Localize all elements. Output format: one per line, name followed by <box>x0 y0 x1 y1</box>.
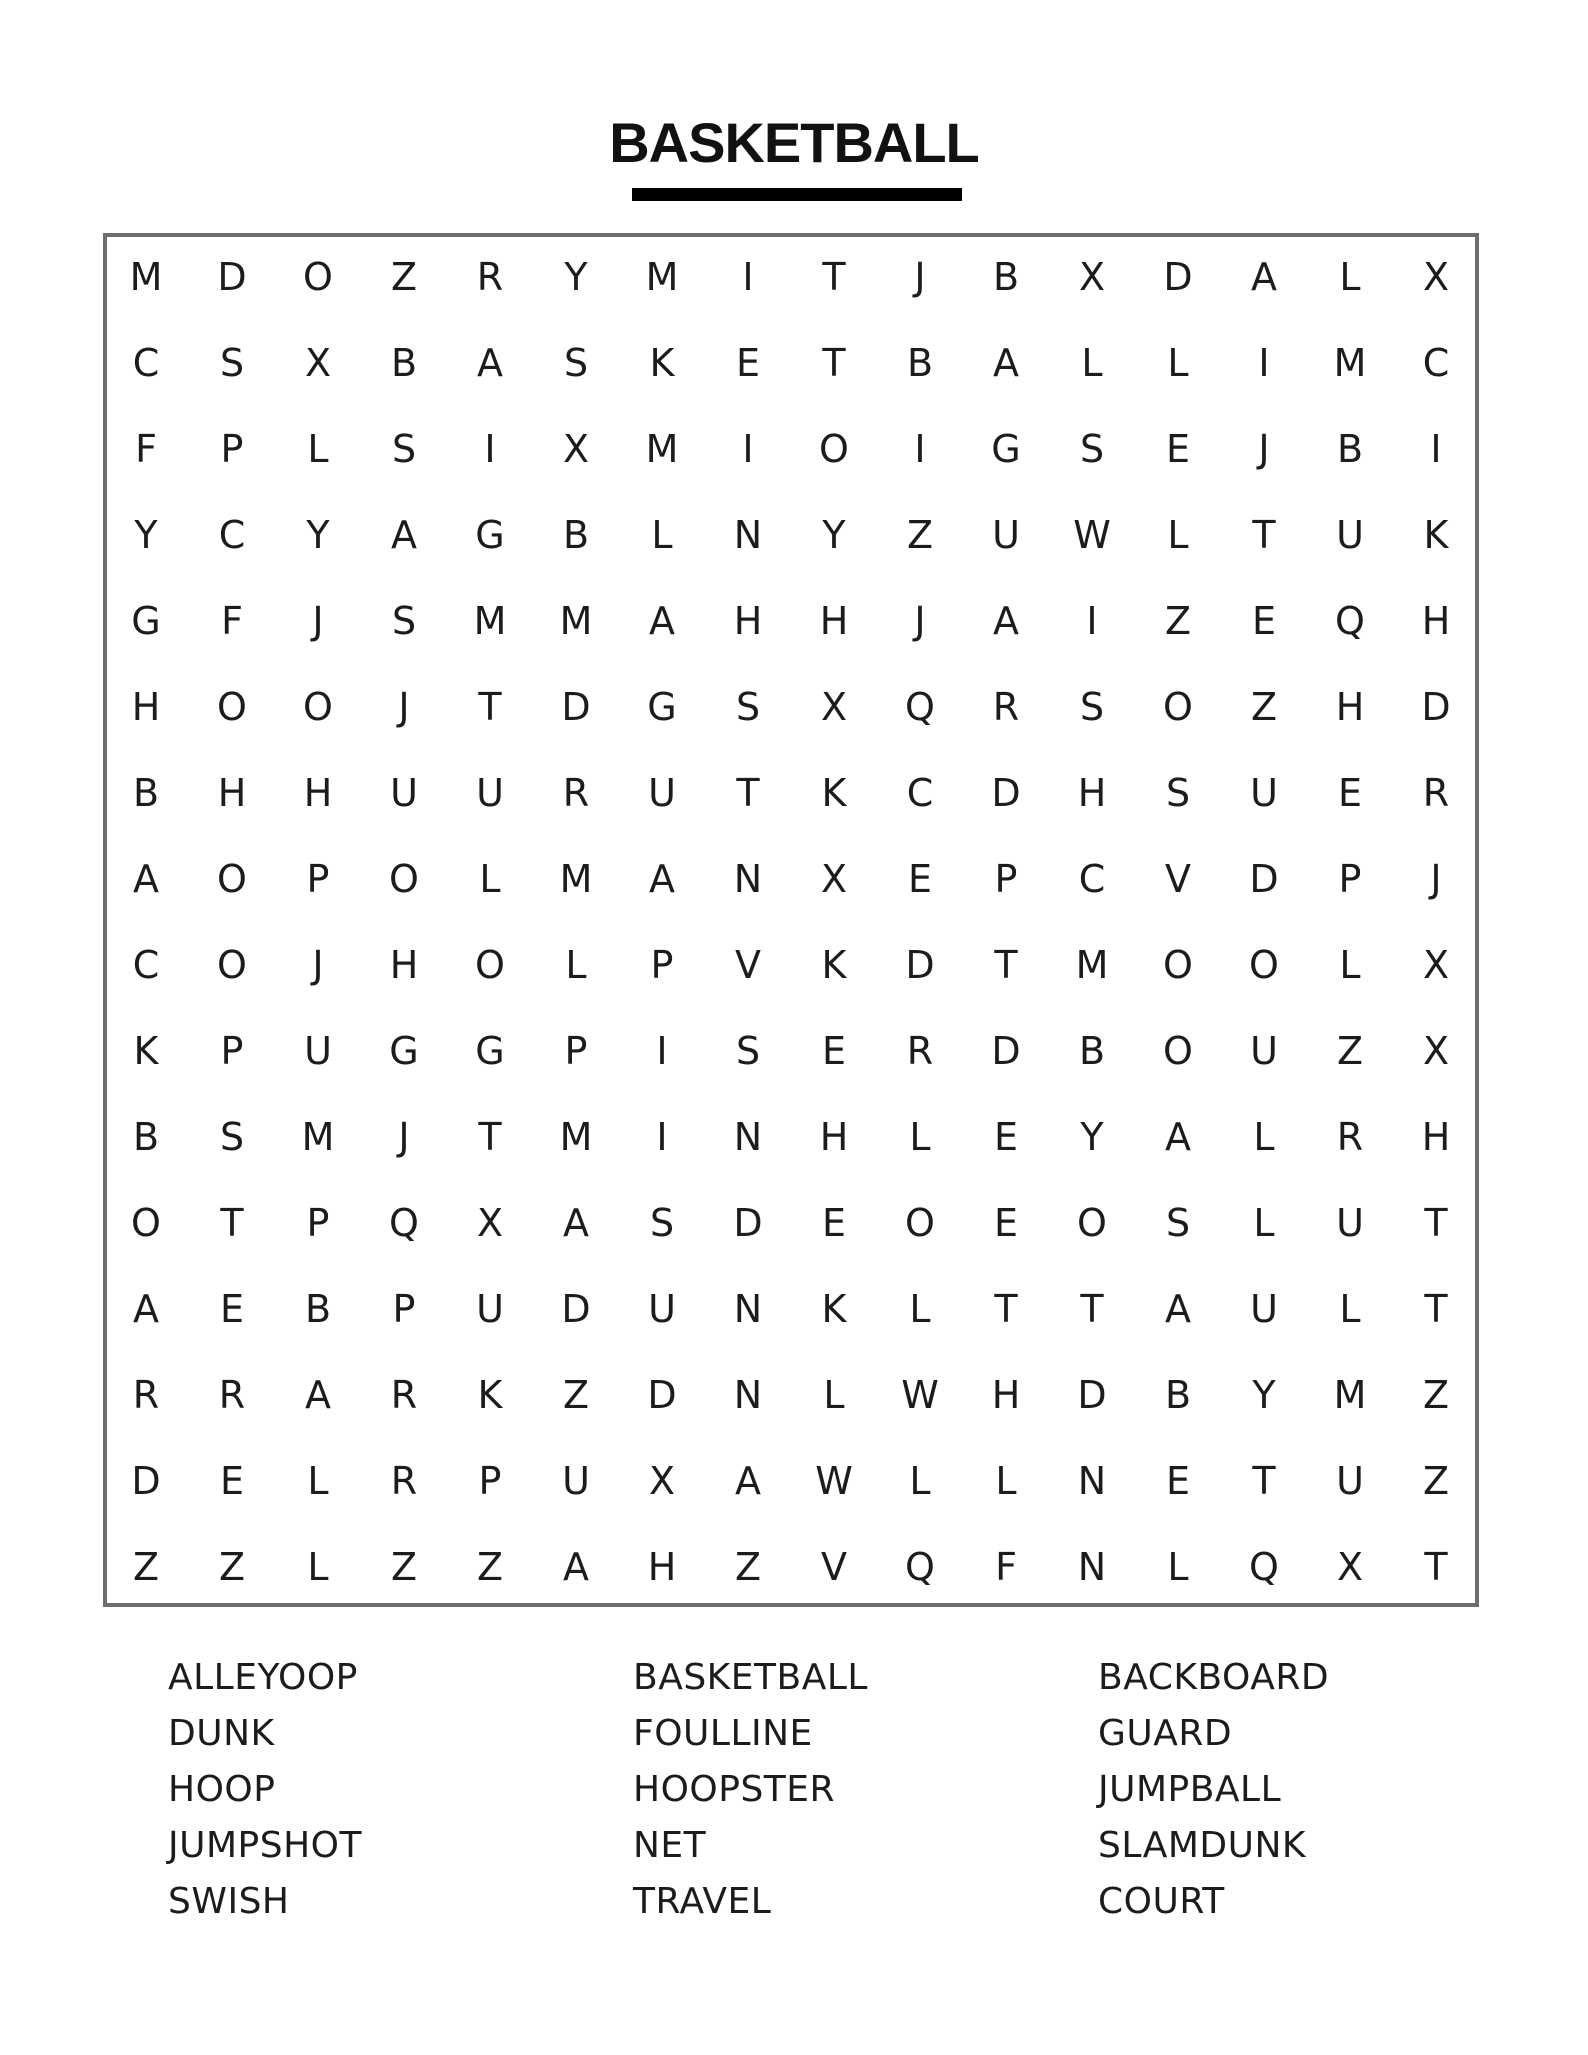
word-list-item: SWISH <box>168 1881 290 1922</box>
grid-letter: O <box>1163 1029 1193 1073</box>
grid-letter: X <box>304 341 332 385</box>
grid-letter: T <box>994 1287 1018 1331</box>
grid-letter: N <box>733 857 763 901</box>
grid-letter: A <box>993 341 1019 385</box>
grid-letter: U <box>992 513 1020 557</box>
grid-letter: L <box>1081 341 1103 385</box>
grid-letter: X <box>1422 943 1450 987</box>
word-list-item: JUMPSHOT <box>168 1825 362 1866</box>
grid-letter: H <box>1077 771 1107 815</box>
grid-letter: A <box>1165 1115 1191 1159</box>
grid-letter: M <box>473 599 507 643</box>
grid-letter: O <box>303 255 333 299</box>
grid-letter: W <box>901 1373 939 1417</box>
grid-letter: Z <box>1336 1029 1364 1073</box>
grid-letter: M <box>1333 1373 1367 1417</box>
grid-letter: N <box>733 1115 763 1159</box>
grid-letter: A <box>1251 255 1277 299</box>
grid-letter: I <box>656 1029 668 1073</box>
grid-letter: L <box>995 1459 1017 1503</box>
grid-letter: T <box>1080 1287 1104 1331</box>
grid-letter: L <box>909 1115 931 1159</box>
grid-letter: L <box>479 857 501 901</box>
grid-letter: S <box>1079 685 1105 729</box>
grid-letter: O <box>905 1201 935 1245</box>
grid-letter: I <box>914 427 926 471</box>
grid-letter: J <box>1258 427 1270 471</box>
word-list-item: GUARD <box>1098 1713 1233 1754</box>
grid-letter: H <box>1421 1115 1451 1159</box>
grid-letter: B <box>132 1115 160 1159</box>
grid-letter: T <box>1424 1545 1448 1589</box>
grid-letter: U <box>648 771 676 815</box>
grid-letter: X <box>648 1459 676 1503</box>
grid-letter: O <box>1163 943 1193 987</box>
grid-letter: P <box>220 427 244 471</box>
grid-letter: V <box>735 943 761 987</box>
grid-letter: P <box>994 857 1018 901</box>
grid-letter: Z <box>1164 599 1192 643</box>
grid-letter: I <box>484 427 496 471</box>
grid-letter: M <box>645 255 679 299</box>
grid-letter: S <box>1165 1201 1191 1245</box>
grid-letter: H <box>217 771 247 815</box>
grid-letter: Z <box>390 255 418 299</box>
word-list-item: TRAVEL <box>633 1881 772 1922</box>
grid-letter: L <box>909 1459 931 1503</box>
word-list-item: ALLEYOOP <box>168 1657 358 1698</box>
grid-letter: R <box>132 1373 160 1417</box>
grid-letter: G <box>991 427 1021 471</box>
grid-letter: X <box>1422 255 1450 299</box>
grid-letter: Z <box>1422 1373 1450 1417</box>
grid-letter: U <box>1250 1029 1278 1073</box>
grid-letter: X <box>1422 1029 1450 1073</box>
grid-letter: L <box>823 1373 845 1417</box>
grid-letter: Q <box>905 1545 935 1589</box>
word-list-item: JUMPBALL <box>1098 1769 1282 1810</box>
grid-letter: I <box>1086 599 1098 643</box>
grid-letter: L <box>307 1545 329 1589</box>
grid-letter: E <box>219 1459 244 1503</box>
grid-letter: O <box>303 685 333 729</box>
grid-letter: O <box>475 943 505 987</box>
grid-letter: Z <box>132 1545 160 1589</box>
grid-letter: I <box>656 1115 668 1159</box>
grid-letter: S <box>1079 427 1105 471</box>
page-title: BASKETBALL <box>609 111 979 174</box>
grid-letter: J <box>914 599 926 643</box>
grid-letter: R <box>992 685 1020 729</box>
grid-letter: B <box>562 513 590 557</box>
grid-letter: R <box>562 771 590 815</box>
grid-letter: S <box>391 599 417 643</box>
grid-letter: E <box>1165 1459 1190 1503</box>
grid-letter: A <box>649 857 675 901</box>
grid-letter: L <box>1339 1287 1361 1331</box>
grid-letter: K <box>1423 513 1449 557</box>
grid-letter: H <box>1421 599 1451 643</box>
grid-letter: Z <box>1250 685 1278 729</box>
grid-letter: A <box>133 1287 159 1331</box>
grid-letter: E <box>993 1115 1018 1159</box>
grid-letter: L <box>1253 1115 1275 1159</box>
grid-letter: R <box>390 1459 418 1503</box>
grid-letter: E <box>1251 599 1276 643</box>
grid-letter: K <box>821 1287 847 1331</box>
grid-letter: K <box>477 1373 503 1417</box>
grid-letter: R <box>906 1029 934 1073</box>
grid-letter: H <box>819 599 849 643</box>
grid-letter: T <box>1424 1201 1448 1245</box>
grid-letter: A <box>649 599 675 643</box>
grid-letter: L <box>909 1287 931 1331</box>
grid-letter: I <box>742 427 754 471</box>
grid-letter: D <box>1421 685 1451 729</box>
grid-letter: A <box>1165 1287 1191 1331</box>
title-underline <box>632 188 962 201</box>
letter-grid <box>103 232 1479 1610</box>
grid-letter: O <box>389 857 419 901</box>
grid-letter: U <box>1336 513 1364 557</box>
grid-letter: W <box>815 1459 853 1503</box>
grid-letter: S <box>219 341 245 385</box>
grid-letter: K <box>821 771 847 815</box>
grid-letter: H <box>991 1373 1021 1417</box>
grid-letter: E <box>219 1287 244 1331</box>
grid-letter: M <box>559 857 593 901</box>
grid-letter: P <box>564 1029 588 1073</box>
grid-letter: D <box>1163 255 1193 299</box>
grid-letter: E <box>1165 427 1190 471</box>
grid-letter: O <box>217 857 247 901</box>
grid-letter: Y <box>306 513 330 557</box>
grid-letter: E <box>993 1201 1018 1245</box>
grid-letter: D <box>733 1201 763 1245</box>
grid-letter: D <box>647 1373 677 1417</box>
grid-letter: X <box>1336 1545 1364 1589</box>
grid-letter: Y <box>134 513 158 557</box>
grid-letter: E <box>821 1029 846 1073</box>
grid-letter: H <box>303 771 333 815</box>
grid-letter: C <box>132 341 160 385</box>
grid-letter: T <box>220 1201 244 1245</box>
grid-letter: Q <box>905 685 935 729</box>
grid-letter: L <box>1167 1545 1189 1589</box>
grid-letter: Q <box>1249 1545 1279 1589</box>
grid-letter: N <box>733 1287 763 1331</box>
grid-letter: S <box>563 341 589 385</box>
grid-letter: O <box>1249 943 1279 987</box>
grid-letter: A <box>477 341 503 385</box>
grid-letter: L <box>1253 1201 1275 1245</box>
grid-letter: B <box>906 341 934 385</box>
grid-letter: N <box>733 1373 763 1417</box>
grid-letter: N <box>1077 1459 1107 1503</box>
grid-letter: I <box>742 255 754 299</box>
grid-letter: R <box>1422 771 1450 815</box>
word-list-item: DUNK <box>168 1713 275 1754</box>
grid-letter: R <box>218 1373 246 1417</box>
grid-letter: P <box>650 943 674 987</box>
grid-letter: D <box>561 685 591 729</box>
grid-letter: D <box>991 771 1021 815</box>
grid-letter: L <box>1167 341 1189 385</box>
grid-letter: L <box>1339 943 1361 987</box>
word-list-item: BASKETBALL <box>633 1657 868 1698</box>
grid-letter: A <box>563 1545 589 1589</box>
grid-letter: L <box>1339 255 1361 299</box>
grid-letter: K <box>821 943 847 987</box>
grid-letter: U <box>304 1029 332 1073</box>
grid-letter: Z <box>476 1545 504 1589</box>
grid-letter: M <box>559 1115 593 1159</box>
grid-letter: T <box>1252 1459 1276 1503</box>
grid-letter: C <box>906 771 934 815</box>
grid-letter: T <box>994 943 1018 987</box>
grid-letter: Z <box>734 1545 762 1589</box>
grid-letter: Z <box>562 1373 590 1417</box>
grid-letter: C <box>132 943 160 987</box>
grid-letter: F <box>995 1545 1017 1589</box>
grid-letter: B <box>132 771 160 815</box>
grid-letter: U <box>1336 1459 1364 1503</box>
grid-letter: H <box>1335 685 1365 729</box>
grid-letter: U <box>390 771 418 815</box>
word-list-item: BACKBOARD <box>1098 1657 1330 1698</box>
grid-letter: J <box>312 599 324 643</box>
grid-letter: P <box>1338 857 1362 901</box>
grid-letter: J <box>398 685 410 729</box>
grid-letter: U <box>1250 771 1278 815</box>
grid-letter: H <box>389 943 419 987</box>
grid-letter: Q <box>389 1201 419 1245</box>
grid-letter: E <box>821 1201 846 1245</box>
grid-letter: U <box>476 1287 504 1331</box>
grid-letter: S <box>1165 771 1191 815</box>
grid-letter: R <box>390 1373 418 1417</box>
grid-letter: T <box>1424 1287 1448 1331</box>
grid-letter: S <box>649 1201 675 1245</box>
grid-letter: B <box>304 1287 332 1331</box>
grid-letter: L <box>307 1459 329 1503</box>
grid-letter: G <box>475 513 505 557</box>
grid-letter: A <box>305 1373 331 1417</box>
grid-letter: R <box>1336 1115 1364 1159</box>
word-list-column-1 <box>168 1650 362 1930</box>
grid-letter: G <box>389 1029 419 1073</box>
grid-letter: X <box>562 427 590 471</box>
grid-letter: H <box>733 599 763 643</box>
grid-letter: L <box>565 943 587 987</box>
grid-letter: L <box>1167 513 1189 557</box>
grid-letter: L <box>307 427 329 471</box>
grid-letter: T <box>478 685 502 729</box>
grid-letter: Y <box>822 513 846 557</box>
grid-letter: F <box>135 427 157 471</box>
grid-letter: K <box>649 341 675 385</box>
grid-letter: T <box>478 1115 502 1159</box>
grid-letter: T <box>1252 513 1276 557</box>
grid-letter: O <box>131 1201 161 1245</box>
grid-letter: M <box>559 599 593 643</box>
grid-letter: F <box>221 599 243 643</box>
grid-letter: L <box>651 513 673 557</box>
grid-letter: P <box>220 1029 244 1073</box>
grid-letter: A <box>391 513 417 557</box>
grid-letter: T <box>822 255 846 299</box>
grid-letter: H <box>131 685 161 729</box>
word-list-column-2 <box>633 1650 868 1930</box>
grid-letter: U <box>1250 1287 1278 1331</box>
grid-letter: M <box>1075 943 1109 987</box>
grid-letter: N <box>733 513 763 557</box>
grid-letter: O <box>217 685 247 729</box>
grid-letter: U <box>562 1459 590 1503</box>
grid-letter: C <box>218 513 246 557</box>
grid-letter: R <box>476 255 504 299</box>
grid-letter: Y <box>564 255 588 299</box>
grid-letter: X <box>476 1201 504 1245</box>
grid-letter: S <box>735 685 761 729</box>
grid-letter: H <box>647 1545 677 1589</box>
grid-letter: Y <box>1080 1115 1104 1159</box>
grid-letter: Y <box>1252 1373 1276 1417</box>
grid-letter: B <box>1336 427 1364 471</box>
grid-letter: K <box>133 1029 159 1073</box>
grid-letter: O <box>217 943 247 987</box>
grid-letter: T <box>822 341 846 385</box>
grid-letter: W <box>1073 513 1111 557</box>
grid-letter: I <box>1258 341 1270 385</box>
grid-letter: A <box>993 599 1019 643</box>
grid-letter: S <box>391 427 417 471</box>
grid-letter: B <box>992 255 1020 299</box>
grid-letter: U <box>648 1287 676 1331</box>
grid-letter: D <box>217 255 247 299</box>
grid-letter: H <box>819 1115 849 1159</box>
grid-letter: D <box>561 1287 591 1331</box>
grid-letter: Q <box>1335 599 1365 643</box>
grid-letter: D <box>905 943 935 987</box>
grid-letter: U <box>1336 1201 1364 1245</box>
grid-letter: X <box>1078 255 1106 299</box>
grid-letter: M <box>645 427 679 471</box>
grid-letter: C <box>1422 341 1450 385</box>
grid-letter: P <box>306 857 330 901</box>
grid-letter: X <box>820 685 848 729</box>
grid-letter: G <box>647 685 677 729</box>
grid-letter: X <box>820 857 848 901</box>
grid-letter: B <box>1078 1029 1106 1073</box>
word-list-item: FOULLINE <box>633 1713 813 1754</box>
grid-letter: P <box>392 1287 416 1331</box>
grid-letter: A <box>133 857 159 901</box>
word-list-item: HOOP <box>168 1769 276 1810</box>
grid-letter: J <box>914 255 926 299</box>
grid-letter: S <box>219 1115 245 1159</box>
grid-letter: M <box>1333 341 1367 385</box>
grid-letter: O <box>819 427 849 471</box>
grid-letter: D <box>131 1459 161 1503</box>
grid-letter: P <box>306 1201 330 1245</box>
grid-letter: C <box>1078 857 1106 901</box>
grid-letter: T <box>736 771 760 815</box>
grid-letter: S <box>735 1029 761 1073</box>
word-list-column-3 <box>1098 1650 1329 1930</box>
grid-letter: Z <box>218 1545 246 1589</box>
grid-letter: E <box>1337 771 1362 815</box>
grid-letter: D <box>991 1029 1021 1073</box>
grid-letter: V <box>1165 857 1191 901</box>
grid-letter: Z <box>390 1545 418 1589</box>
grid-letter: J <box>312 943 324 987</box>
grid-letter: P <box>478 1459 502 1503</box>
word-list-item: COURT <box>1098 1881 1225 1922</box>
grid-letter: O <box>1077 1201 1107 1245</box>
word-list-item: SLAMDUNK <box>1098 1825 1307 1866</box>
grid-letter: D <box>1077 1373 1107 1417</box>
grid-letter: B <box>390 341 418 385</box>
grid-letter: V <box>821 1545 847 1589</box>
grid-letter: J <box>1430 857 1442 901</box>
grid-letter: O <box>1163 685 1193 729</box>
grid-letter: E <box>907 857 932 901</box>
grid-letter: N <box>1077 1545 1107 1589</box>
grid-letter: B <box>1164 1373 1192 1417</box>
grid-letter: G <box>475 1029 505 1073</box>
grid-letter: M <box>129 255 163 299</box>
grid-letter: J <box>398 1115 410 1159</box>
grid-letter: G <box>131 599 161 643</box>
grid-letter: M <box>301 1115 335 1159</box>
word-list-item: HOOPSTER <box>633 1769 836 1810</box>
grid-letter: A <box>735 1459 761 1503</box>
grid-letter: Z <box>1422 1459 1450 1503</box>
word-list-item: NET <box>633 1825 707 1866</box>
grid-letter: Z <box>906 513 934 557</box>
grid-letter: I <box>1430 427 1442 471</box>
grid-letter: D <box>1249 857 1279 901</box>
grid-letter: A <box>563 1201 589 1245</box>
grid-letter: U <box>476 771 504 815</box>
grid-letter: E <box>735 341 760 385</box>
